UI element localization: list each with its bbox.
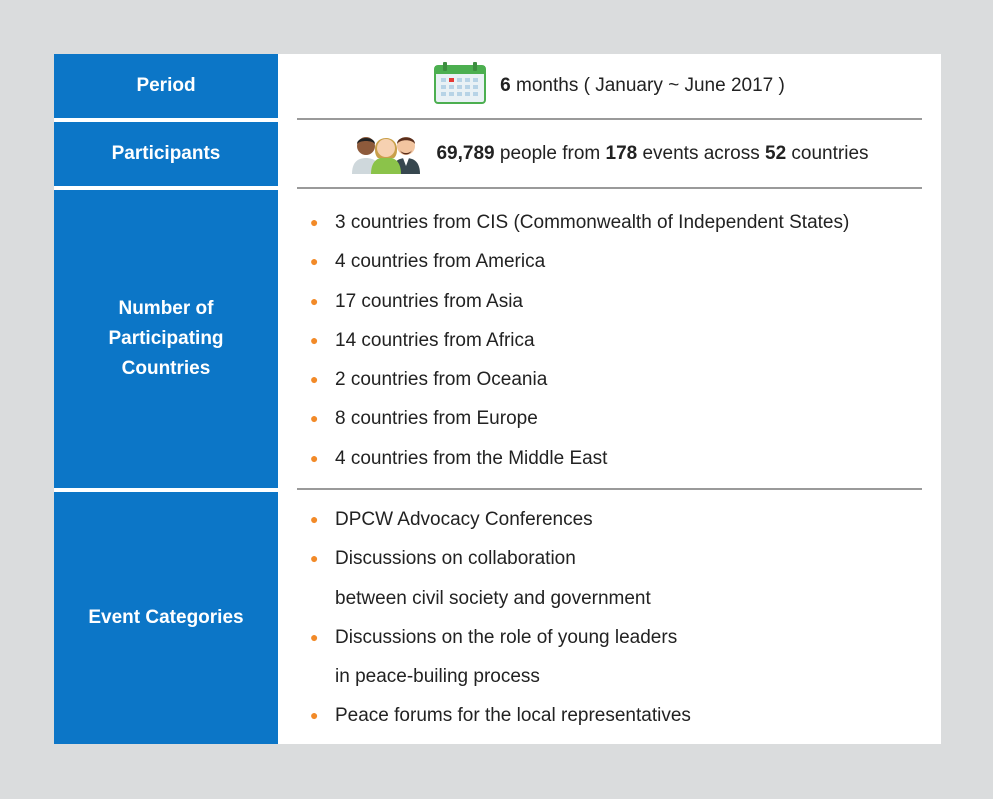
participants-label: Participants (54, 122, 278, 186)
calendar-icon (434, 62, 486, 110)
bullet-dot: ● (310, 371, 319, 388)
countries-content (278, 190, 941, 488)
list-item: ● Discussions on collaboration between civil society and government (310, 539, 691, 618)
bullet-dot: ● (310, 550, 319, 567)
period-months: 6 (500, 75, 511, 96)
list-item: ● 8 countries from Europe (310, 399, 849, 438)
period-row (54, 54, 941, 118)
bullet-dot: ● (310, 511, 319, 527)
info-card (54, 54, 941, 744)
bullet-dot: ● (310, 410, 319, 427)
participants-text-1: people from (499, 143, 601, 164)
list-item: ● 4 countries from the Middle East (310, 439, 849, 478)
list-item: ● 4 countries from America (310, 242, 849, 281)
divider (297, 488, 922, 490)
participants-row (54, 122, 941, 186)
period-content (278, 54, 941, 118)
bullet-dot: ● (310, 449, 319, 466)
events-label: Event Categories (54, 492, 278, 744)
bullet-dot: ● (310, 253, 319, 270)
list-item: ● Peace forums for the local representatives (310, 696, 691, 735)
countries-label: Number of Participating Countries (54, 190, 278, 488)
list-item: ● 2 countries from Oceania (310, 360, 849, 399)
divider (297, 118, 922, 120)
bullet-dot: ● (310, 214, 319, 230)
participants-content (278, 122, 941, 186)
list-item: ● 17 countries from Asia (310, 282, 849, 321)
list-item: ● 14 countries from Africa (310, 321, 849, 360)
countries-row (54, 190, 941, 488)
participants-count: 69,789 (436, 143, 495, 164)
divider (297, 187, 922, 189)
countries-count: 52 (765, 143, 787, 164)
participants-text-2: events across (642, 143, 760, 164)
participants-text-3: countries (791, 143, 869, 164)
list-item: ● 3 countries from CIS (Commonwealth of Independent States) (310, 203, 849, 242)
list-item: ● DPCW Advocacy Conferences (310, 500, 691, 539)
people-group-icon (350, 128, 422, 180)
period-label: Period (54, 54, 278, 118)
period-text: months ( January ~ June 2017 ) (516, 75, 785, 96)
events-content (278, 492, 941, 744)
list-item: ● Discussions on the role of young leaders in peace-builing process (310, 618, 691, 697)
bullet-dot: ● (310, 707, 319, 724)
bullet-dot: ● (310, 292, 319, 309)
bullet-dot: ● (310, 331, 319, 348)
bullet-dot: ● (310, 628, 319, 645)
events-row (54, 492, 941, 744)
events-count: 178 (605, 143, 638, 164)
